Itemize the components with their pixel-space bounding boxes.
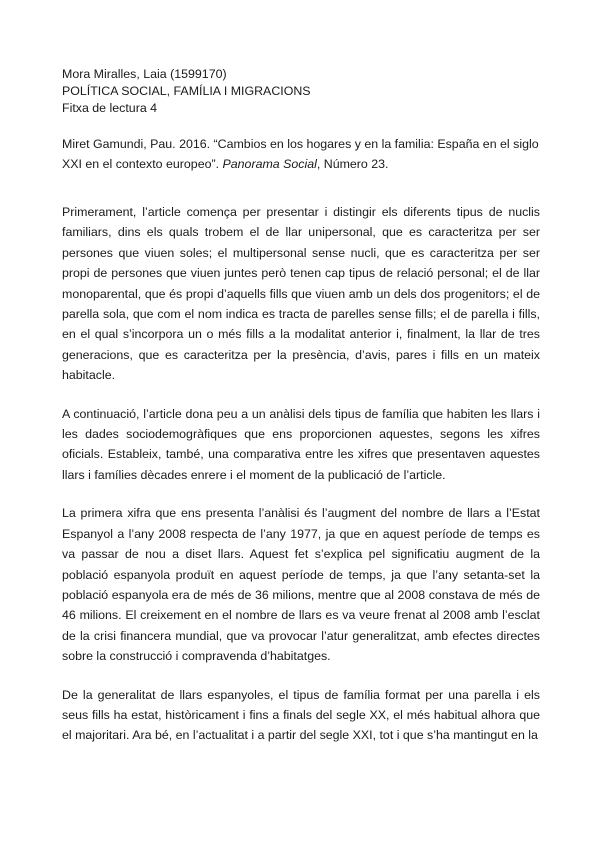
paragraph-couple-children: De la generalitat de llars espanyoles, el tipus de família format per una parella i els seus fills ha estat, històricament i fins a finals del segle XX, el més habitual alhora que el majoritari. Ara bé, en l’actualitat i a partir del segle XXI, tot i que s’ha mantingut en la	[62, 687, 540, 743]
sheet-label: Fitxa de lectura 4	[62, 101, 158, 115]
citation	[62, 134, 540, 174]
document-page	[62, 66, 540, 746]
citation-text: Miret Gamundi, Pau. 2016. “Cambios en los hogares y en la familia: España en el siglo XXI en el contexto europeo”.	[62, 137, 539, 171]
paragraph-analysis: A continuació, l’article dona peu a un anàlisi dels tipus de família que habiten les llars i les dades sociodemogràfiques que ens proporcionen aquestes, segons les xifres oficials. Estableix, també, una comparativa entre les xifres que presentaven aquestes llars i famílies dècades enrere i el moment de la publicació de l’article.	[62, 406, 540, 482]
course-title: POLÍTICA SOCIAL, FAMÍLIA I MIGRACIONS	[62, 84, 311, 98]
citation-issue: , Número 23.	[316, 157, 389, 171]
paragraph-family-types: Primerament, l’article comença per presentar i distingir els diferents tipus de nuclis familiars, dins els quals trobem el de llar unipersonal, que es caracteritza per ser persones que viuen soles; el multipersonal sense nucli, que es caracteritza per ser propi de persones que viuen juntes però tenen cap tipus de relació personal; el de llar monoparental, que és propi d’aquells fills que viuen amb un dels dos progenitors; el de parella sola, que com el nom indica es tracta de parelles sense fills; el de parella i fills, en el qual s’incorpora un o més fills a la modalitat anterior i, finalment, la llar de tres generacions, que es caracteritza per la presència, d’avis, pares i fills en un mateix habitacle.	[62, 205, 540, 383]
paragraph-household-growth: La primera xifra que ens presenta l’anàlisi és l’augment del nombre de llars a l’Estat Espanyol a l’any 2008 respecta de l’any 1977, ja que en aquest període de temps es va passar de nou a diset llars. Aquest fet s’explica pel significatiu augment de la població espanyola produït en aquest període de temps, ja que l’any setanta-set la població espanyola era de més de 36 milions, mentre que al 2008 constava de més de 46 milions. El creixement en el nombre de llars es va veure frenat al 2008 amb l’esclat de la crisi financera mundial, que va provocar l’atur generalitzat, amb efectes directes sobre la construcció i compravenda d’habitatges.	[62, 506, 540, 664]
citation-journal: Panorama Social	[222, 157, 317, 171]
author-line: Mora Miralles, Laia (1599170)	[62, 67, 227, 81]
